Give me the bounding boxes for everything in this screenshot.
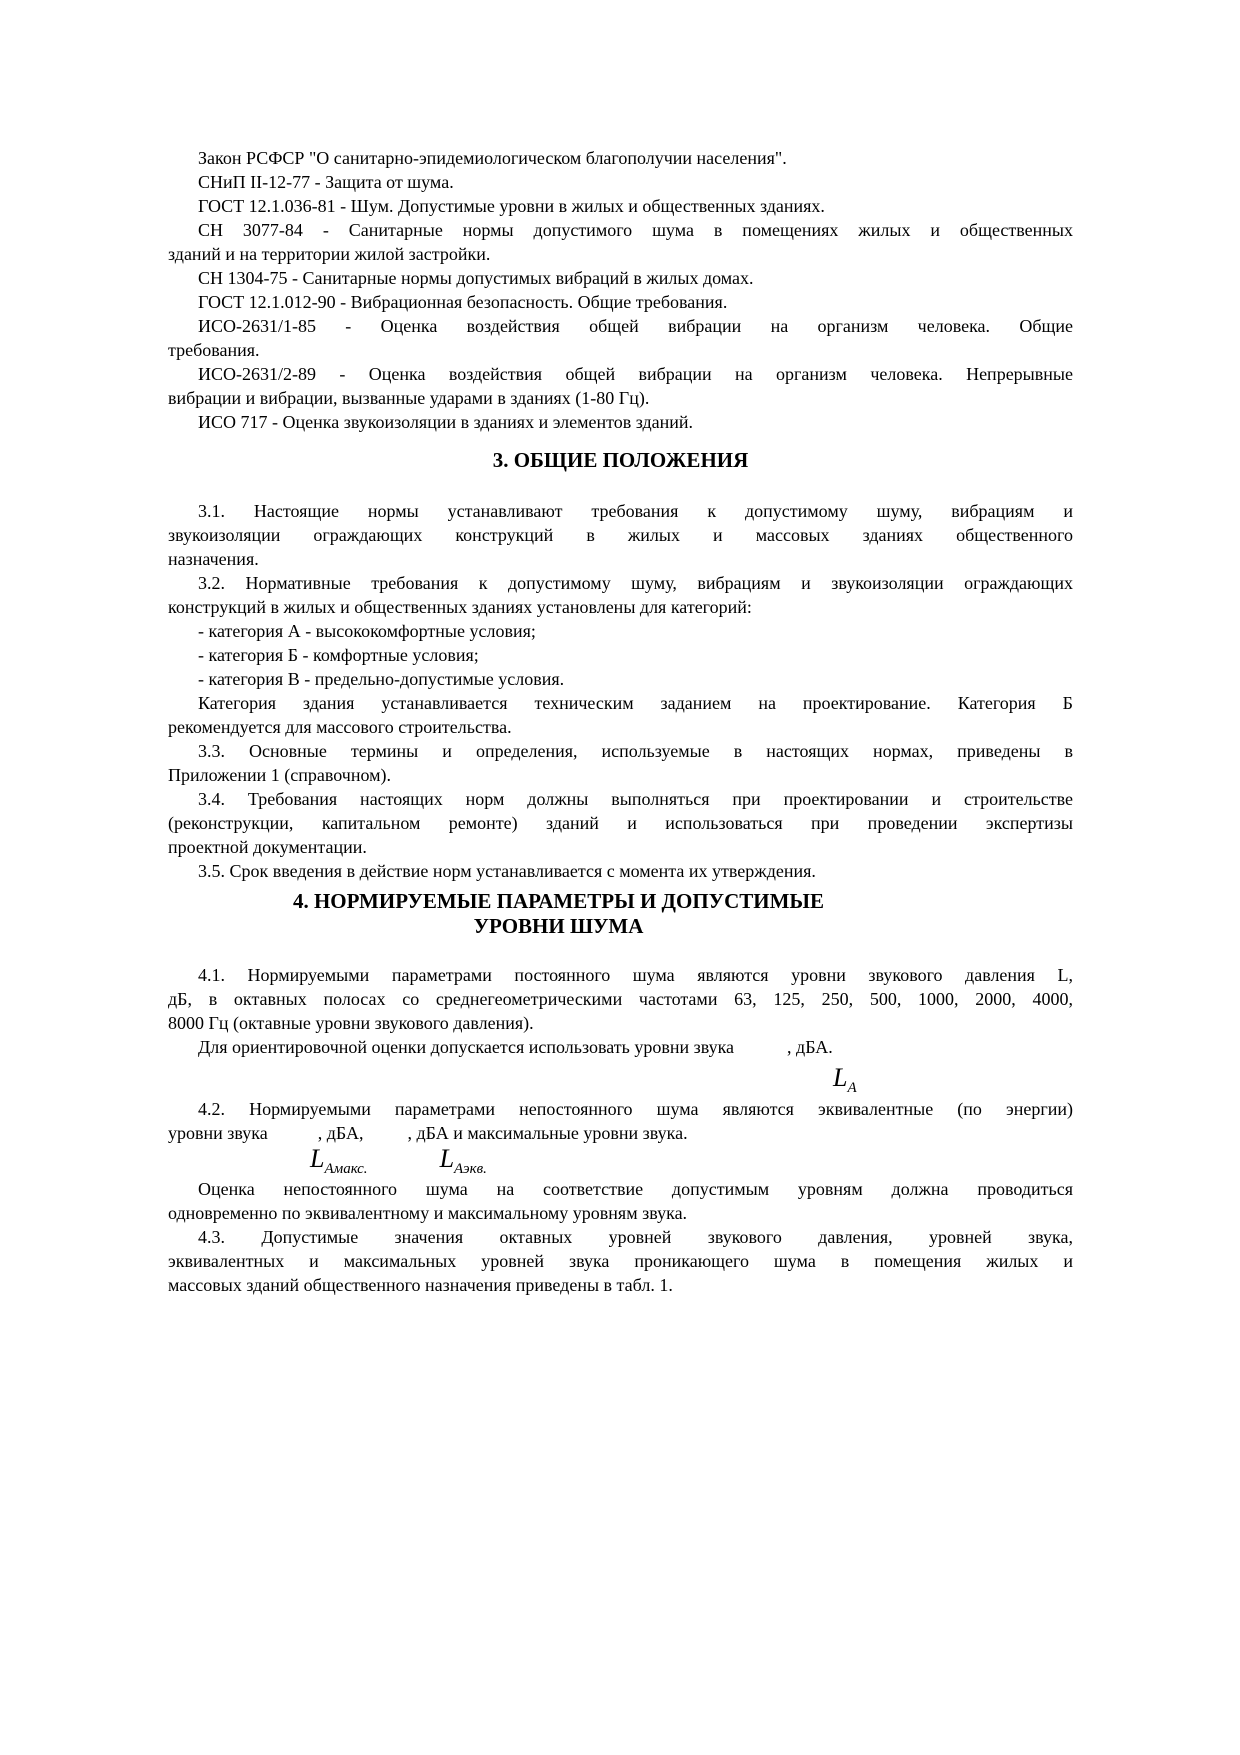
text-line: одновременно по эквивалентному и максимальному уровням звука. [168,1203,688,1223]
formula-la-max [310,1144,368,1178]
text-fragment: Для ориентировочной оценки допускается использовать уровни звука [198,1037,735,1057]
text-line: массовых зданий общественного назначения приведены в табл. 1. [168,1275,673,1295]
paragraph-3-3 [168,739,1073,787]
text-line: конструкций в жилых и общественных зданиях установлены для категорий: [168,597,752,617]
reference-item [168,218,1073,266]
paragraph-3-4 [168,787,1073,859]
text-fragment: , дБА, [317,1123,364,1143]
reference-item [168,314,1073,362]
formula-la [833,1063,857,1097]
text-line: 3.5. Срок введения в действие норм устанавливается с момента их утверждения. [198,861,816,881]
text-line: Оценка непостоянного шума на соответствие допустимым уровням должна проводиться [198,1179,1073,1199]
paragraph-4-1 [168,963,1073,1035]
reference-item [168,410,1073,434]
section-4-heading [168,889,949,939]
text-line: вибрации и вибрации, вызванные ударами в зданиях (1-80 Гц). [168,388,650,408]
text-fragment: , дБА. [787,1037,833,1057]
text-line: ИСО 717 - Оценка звукоизоляции в зданиях и элементов зданий. [198,412,694,432]
formula-placeholder-gap [734,1052,787,1053]
reference-item [168,146,1073,170]
text-line: СНиП II-12-77 - Защита от шума. [198,172,454,192]
paragraph-3-2 [168,571,1073,619]
text-line: ГОСТ 12.1.012-90 - Вибрационная безопасность. Общие требования. [198,292,728,312]
formula-la-max-subscript: Амакс. [324,1161,368,1178]
document-content [168,0,1073,1297]
paragraph-4-2b [168,1177,1073,1225]
formula-la-eq-base: L [439,1144,455,1173]
text-line: СН 3077-84 - Санитарные нормы допустимого шума в помещениях жилых и общественных [198,220,1073,240]
text-fragment: , дБА и максимальные уровни звука. [407,1123,688,1143]
text-line: ИСО-2631/2-89 - Оценка воздействия общей вибрации на организм человека. Непрерывные [198,364,1073,384]
text-line: ИСО-2631/1-85 - Оценка воздействия общей вибрации на организм человека. Общие [198,316,1073,336]
section-4-heading-line2: УРОВНИ ШУМА [473,914,644,938]
section-3-heading: 3. ОБЩИЕ ПОЛОЖЕНИЯ [492,448,749,472]
paragraph-3-5 [168,859,1073,883]
formula-placeholder-gap [364,1138,408,1139]
text-line: - категория В - предельно-допустимые условия. [198,669,565,689]
text-line: назначения. [168,549,259,569]
formula-la-eq-subscript: Аэкв. [454,1161,487,1178]
text-fragment: уровни звука [168,1123,268,1143]
text-line [168,1121,1073,1145]
text-line: (реконструкции, капитальном ремонте) зданий и использоваться при проведении экспертизы [168,813,1073,833]
formula-placeholder-gap [268,1138,318,1139]
paragraph-3-1 [168,499,1073,571]
text-line: 4.1. Нормируемыми параметрами постоянного шума являются уровни звукового давления L, [198,965,1073,985]
paragraph-category [168,691,1073,739]
paragraph-4-1b [168,1035,1073,1059]
text-line: - категория А - высококомфортные условия; [198,621,536,641]
section-4-heading-line1: 4. НОРМИРУЕМЫЕ ПАРАМЕТРЫ И ДОПУСТИМЫЕ [292,889,825,913]
text-line: Категория здания устанавливается техническим заданием на проектирование. Категория Б [198,693,1073,713]
text-line: Закон РСФСР "О санитарно-эпидемиологическом благополучии населения". [198,148,787,168]
reference-item [168,170,1073,194]
category-a-item [168,619,1073,643]
formula-la-line [833,1063,1073,1095]
text-line: 4.2. Нормируемыми параметрами непостоянного шума являются эквивалентные (по энергии) [198,1099,1073,1119]
text-line: 3.4. Требования настоящих норм должны выполняться при проектировании и строительстве [198,789,1073,809]
text-line: зданий и на территории жилой застройки. [168,244,491,264]
text-line: 4.3. Допустимые значения октавных уровней звукового давления, уровней звука, [198,1227,1073,1247]
formula-la-base: L [833,1063,848,1092]
reference-item [168,290,1073,314]
text-line: 3.1. Настоящие нормы устанавливают требования к допустимому шуму, вибрациям и [198,501,1073,521]
text-line [168,1035,1073,1059]
reference-item [168,266,1073,290]
category-v-item [168,667,1073,691]
text-line: Приложении 1 (справочном). [168,765,391,785]
text-line: требования. [168,340,260,360]
reference-item [168,194,1073,218]
text-line: 3.3. Основные термины и определения, используемые в настоящих нормах, приведены в [198,741,1073,761]
formula-gap [368,1166,440,1167]
text-line: ГОСТ 12.1.036-81 - Шум. Допустимые уровни в жилых и общественных зданиях. [198,196,825,216]
paragraph-4-3 [168,1225,1073,1297]
text-line: дБ, в октавных полосах со среднегеометрическими частотами 63, 125, 250, 500, 1000, 2000, 4000, [168,989,1073,1009]
text-line: рекомендуется для массового строительства. [168,717,512,737]
text-line: 8000 Гц (октавные уровни звукового давления). [168,1013,534,1033]
formula-la-eq [439,1144,487,1178]
text-line: проектной документации. [168,837,367,857]
formula-pair-line [310,1144,1073,1178]
category-b-item [168,643,1073,667]
text-line: СН 1304-75 - Санитарные нормы допустимых вибраций в жилых домах. [198,268,754,288]
formula-la-subscript: A [847,1080,857,1097]
text-line: звукоизоляции ограждающих конструкций в жилых и массовых зданиях общественного [168,525,1073,545]
text-line: эквивалентных и максимальных уровней звука проникающего шума в помещения жилых и [168,1251,1073,1271]
reference-item [168,362,1073,410]
formula-la-max-base: L [310,1144,325,1173]
text-line: - категория Б - комфортные условия; [198,645,479,665]
paragraph-4-2 [168,1097,1073,1145]
text-line: 3.2. Нормативные требования к допустимому шуму, вибрациям и звукоизоляции ограждающих [198,573,1073,593]
